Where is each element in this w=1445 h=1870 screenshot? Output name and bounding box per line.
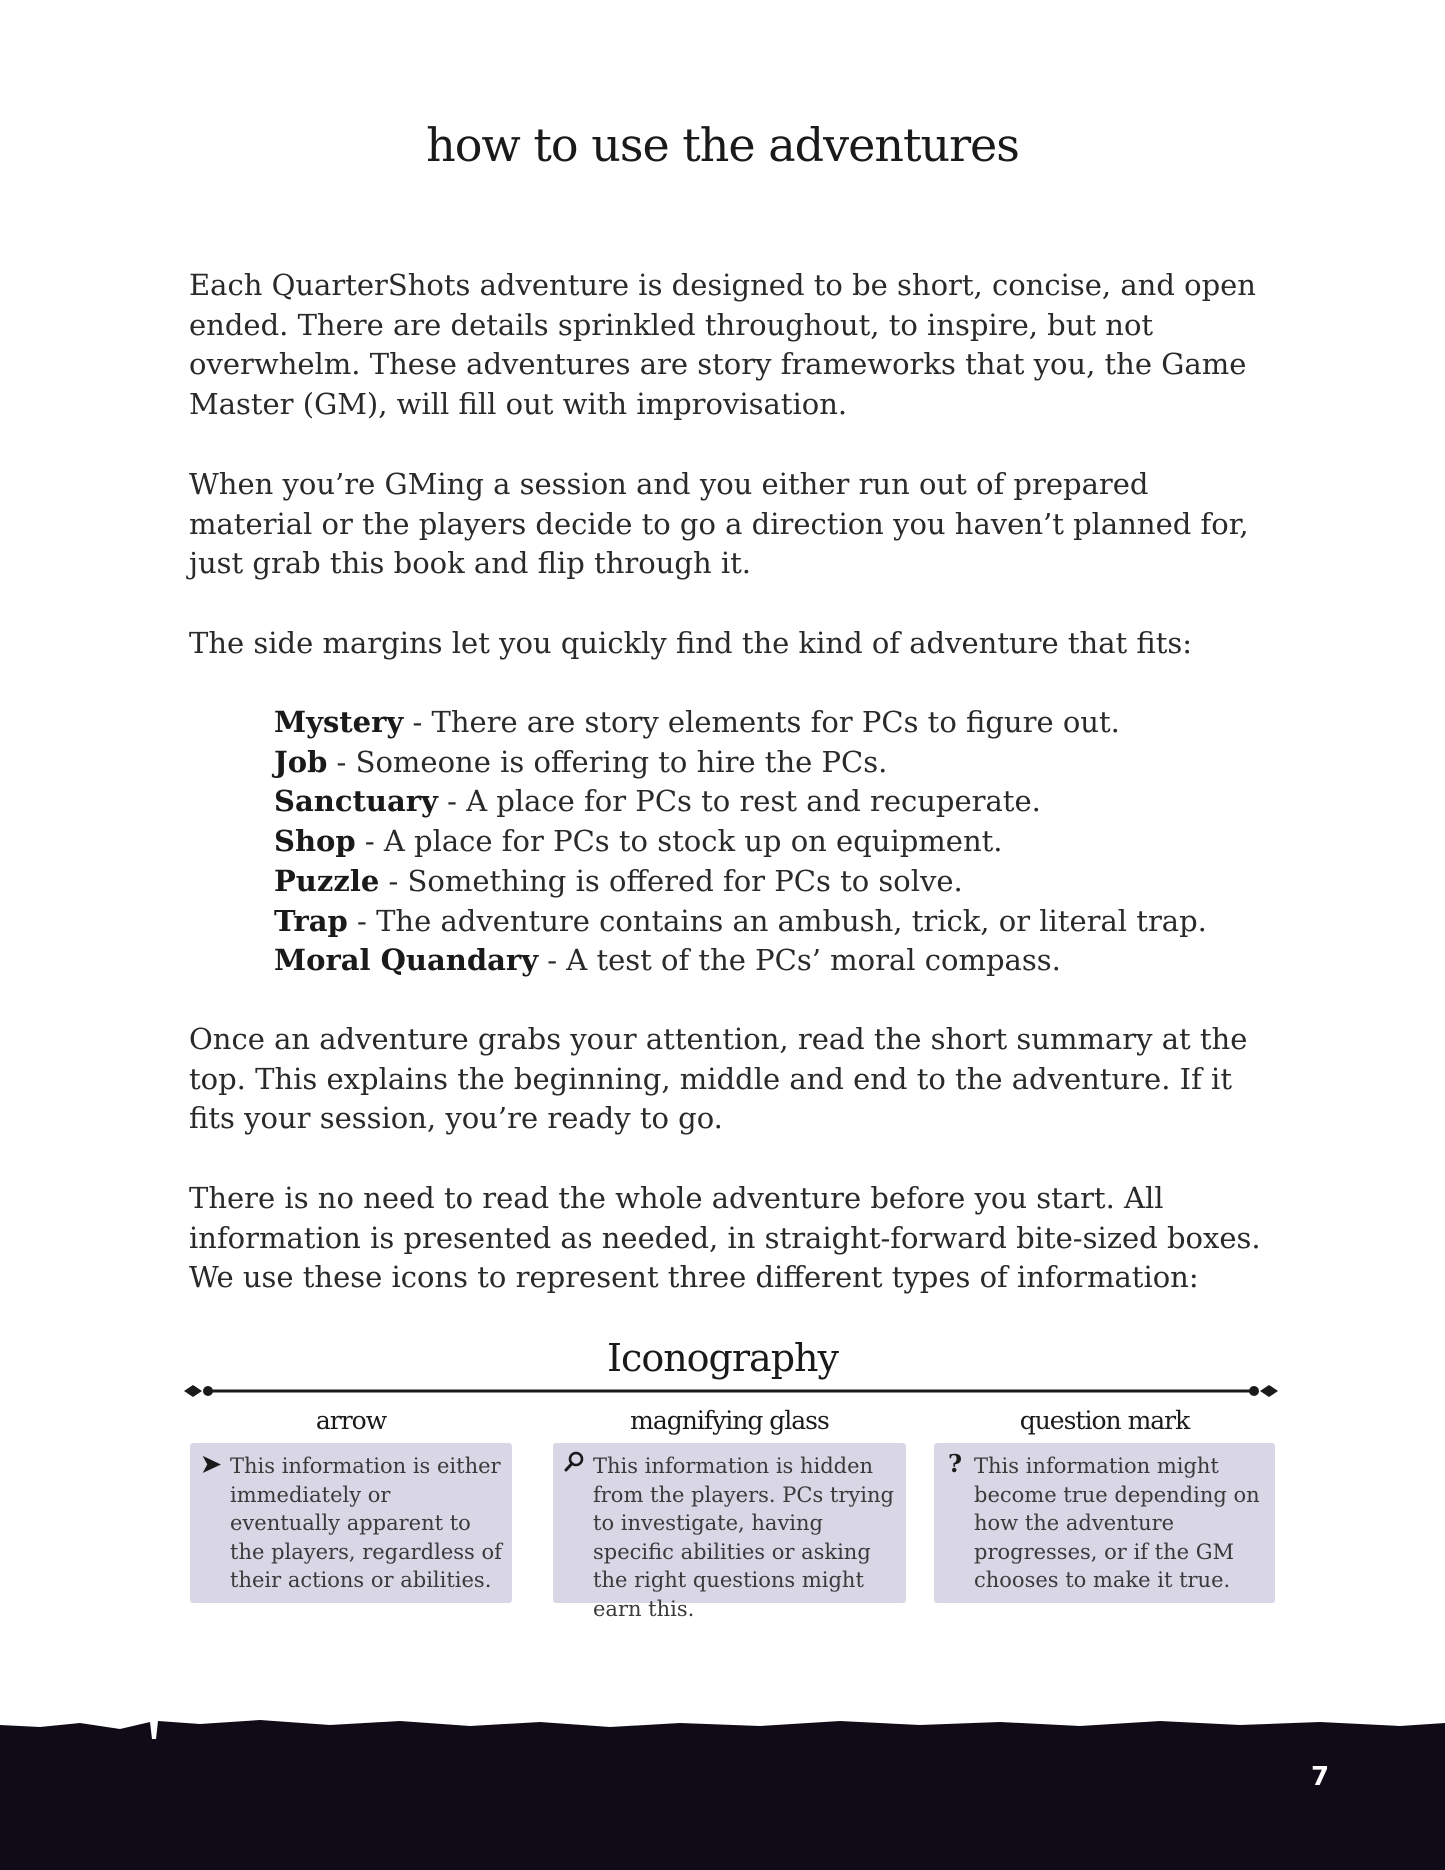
adventure-type-item [274, 941, 1274, 981]
iconography-heading: Iconography [607, 1336, 838, 1380]
adventure-type-desc: - Something is offered for PCs to solve. [379, 863, 963, 898]
adventure-type-item [274, 782, 1274, 822]
adventure-type-item [274, 703, 1274, 743]
adventure-type-desc: - A place for PCs to rest and recuperate. [437, 784, 1041, 819]
adventure-type-item [274, 862, 1274, 902]
adventure-type-item [274, 743, 1274, 783]
adventure-type-desc: - A place for PCs to stock up on equipment. [355, 824, 1003, 859]
adventure-type-term: Mystery [274, 705, 404, 739]
adventure-type-term: Trap [274, 903, 348, 938]
arrow-icon: ➤ [200, 1449, 222, 1478]
card-text-question-mark: This information might become true depending on how the adventure progresses, or if the GM chooses to make it true. [974, 1454, 1260, 1592]
page-number: 7 [1310, 1762, 1330, 1792]
magnifying-glass-icon [563, 1449, 585, 1475]
intro-paragraph-3: The side margins let you quickly find the kind of adventure that fits: [189, 626, 1193, 660]
adventure-type-term: Puzzle [274, 863, 380, 898]
icon-card-arrow [190, 1443, 512, 1603]
icon-card-question-mark [934, 1443, 1275, 1603]
adventure-type-list [274, 703, 1274, 981]
footer-band [0, 1715, 1445, 1870]
adventure-type-desc: - The adventure contains an ambush, trick, or literal trap. [347, 903, 1207, 938]
card-text-magnifying-glass: This information is hidden from the players. PCs trying to investigate, having specific abilities or asking the right questions might earn this. [593, 1454, 894, 1621]
ornamental-divider [184, 1380, 1278, 1402]
outro-paragraph-1: Once an adventure grabs your attention, read the short summary at the top. This explains the beginning, middle and end to the adventure. If it fits your session, you’re ready to go. [189, 1022, 1248, 1135]
card-title-magnifying-glass: magnifying glass [630, 1406, 829, 1435]
adventure-type-term: Sanctuary [274, 784, 438, 819]
adventure-type-item [274, 822, 1274, 862]
question-mark-icon: ? [947, 1449, 963, 1478]
card-text-arrow: This information is either immediately or eventually apparent to the players, regardless of their actions or abilities. [230, 1454, 502, 1592]
outro-paragraph-2: There is no need to read the whole adventure before you start. All information is presented as needed, in straight-forward bite-sized boxes. We use these icons to represent three different types of information: [189, 1181, 1261, 1294]
card-title-question-mark: question mark [1019, 1406, 1190, 1435]
adventure-type-desc: - There are story elements for PCs to figure out. [403, 705, 1120, 739]
adventure-type-term: Moral Quandary [274, 943, 539, 978]
icon-card-magnifying-glass [553, 1443, 906, 1621]
intro-paragraph-2: When you’re GMing a session and you either run out of prepared material or the players decide to go a direction you haven’t planned for, just grab this book and flip through it. [189, 467, 1249, 580]
adventure-type-term: Job [274, 744, 328, 779]
adventure-type-term: Shop [274, 824, 356, 859]
page-title: how to use the adventures [426, 118, 1019, 172]
intro-paragraph-1: Each QuarterShots adventure is designed to be short, concise, and open ended. There are details sprinkled throughout, to inspire, but not overwhelm. These adventures are story frameworks that you, the Game Master (GM), will fill out with improvisation. [189, 268, 1256, 421]
adventure-type-desc: - Someone is offering to hire the PCs. [327, 744, 888, 779]
adventure-type-desc: - A test of the PCs’ moral compass. [538, 943, 1061, 978]
adventure-type-item [274, 902, 1274, 942]
card-title-arrow: arrow [315, 1406, 387, 1435]
